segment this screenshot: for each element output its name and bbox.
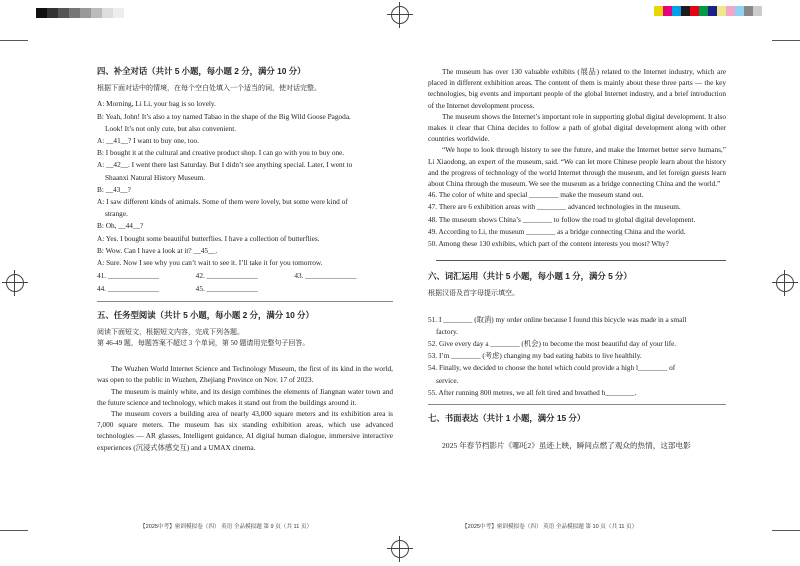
section-4-instructions: 根据下面对话中的情境，在每个空白处填入一个适当的词，使对话完整。 <box>97 84 321 93</box>
answer-blank-44[interactable]: 44. ______________ <box>97 284 160 294</box>
registration-mark-right <box>776 274 794 292</box>
dialogue <box>97 98 393 268</box>
dialogue-line: B: Yeah, John! It’s also a toy named Tabao in the shape of the Big Wild Goose Pagoda. <box>97 111 351 121</box>
right-page <box>428 66 726 451</box>
section-5-instructions: 阅读下面短文，根据短文内容，完成下列各题。 <box>97 327 244 336</box>
page-footer-left: 【2025中考】密训模拟卷（四） 英语 全品模拟题 第 9 页（共 11 页） <box>140 524 313 530</box>
crop-line <box>0 40 28 41</box>
page-footer-right: 【2025中考】密训模拟卷（四） 英语 全品模拟题 第 10 页（共 11 页） <box>462 524 638 530</box>
vocab-item: factory. <box>436 326 459 336</box>
color-bar <box>654 6 762 16</box>
section-6-title: 六、词汇运用（共计 5 小题，每小题 1 分，满分 5 分） <box>428 271 632 282</box>
gray-scale-bar <box>36 8 124 18</box>
question-47: 47. There are 6 exhibition areas with ________ advanced technologies in the museum. <box>428 202 681 212</box>
vocab-list <box>428 314 726 398</box>
section-6-instructions: 根据汉语及首字母提示填空。 <box>428 289 519 298</box>
question-46: 46. The color of white and special ________ make the museum stand out. <box>428 190 644 200</box>
question-49: 49. According to Li, the museum ________ as a bridge connecting China and the world. <box>428 226 686 236</box>
section-5-title: 五、任务型阅读（共计 5 小题，每小题 2 分，满分 10 分） <box>97 309 314 320</box>
divider <box>428 404 726 405</box>
registration-mark-top <box>391 6 409 24</box>
vocab-item: 53. I’m ________ (考虑) changing my bad eating habits to live healthily. <box>428 351 642 361</box>
crop-line <box>772 40 800 41</box>
dialogue-line: B: Oh, __44__? <box>97 221 144 231</box>
crop-line <box>0 530 28 531</box>
vocab-item: 55. After running 800 metres, we all felt tired and breathed h________. <box>428 387 637 397</box>
passage-paragraph: “We hope to look through history to see the future, and make the Internet better serve humans,” Li Xiaodong, an expert of the museum, said. “We can let more Chinese people learn about the history and the progress of technology of the world Internet through the museum, and let foreign guests learn about China through the museum. We see the museum as a bridge connecting China and the world.” <box>428 145 726 189</box>
section-5-instructions-2: 第 46-49 题，每题答案不超过 3 个单词，第 50 题请用完整句子回答。 <box>97 339 310 348</box>
question-48: 48. The museum shows China’s ________ to follow the road to global digital development. <box>428 214 696 224</box>
vocab-item: 54. Finally, we decided to choose the hotel which could provide a high l________ of <box>428 363 676 373</box>
writing-prompt: 2025 年春节档影片《哪吒2》虽迹上映，瞬间点燃了观众的热情，这部电影 <box>442 441 691 451</box>
answer-blank-41[interactable]: 41. ______________ <box>97 271 160 281</box>
passage-paragraph: The Wuzhen World Internet Science and Technology Museum, the first of its kind in the world, was open to the public in Wuzhen, Zhejiang Province on Nov. 17 of 2023. <box>97 364 393 385</box>
vocab-item: 52. Give every day a ________ (机会) to become the most beautiful day of your life. <box>428 339 677 349</box>
answer-blank-43[interactable]: 43. ______________ <box>294 271 357 281</box>
answer-blanks-row <box>97 270 393 281</box>
dialogue-line: A: Sure. Now I see why you can’t wait to see it. I’ll take it for you tomorrow. <box>97 258 323 268</box>
answer-blank-45[interactable]: 45. ______________ <box>195 284 258 294</box>
dialogue-line: B: Wow. Can I have a look at it? __45__. <box>97 245 218 255</box>
passage-paragraph: The museum is mainly white, and its design combines the elements of Jiangnan water town and the future science and technology, which makes it stand out from the buildings around it. <box>97 386 393 407</box>
dialogue-line: A: Yes. I bought some beautiful butterflies. I have a collection of butterflies. <box>97 233 320 243</box>
answer-blank-42[interactable]: 42. ______________ <box>195 271 258 281</box>
crop-line <box>772 530 800 531</box>
question-50: 50. Among these 130 exhibits, which part of the content interests you most? Why? <box>428 239 669 249</box>
vocab-item: service. <box>436 375 459 385</box>
section-7-title: 七、书面表达（共计 1 小题，满分 15 分） <box>428 413 586 424</box>
dialogue-line: A: Morning, Li Li, your bag is so lovely. <box>97 99 216 109</box>
divider <box>97 301 393 302</box>
dialogue-line: A: __42__. I went there last Saturday. But I didn’t see anything special. Later, I went to <box>97 160 353 170</box>
registration-mark-bottom <box>391 540 409 558</box>
passage-paragraph: The museum shows the Internet’s important role in supporting global digital development. It also makes it clear that China decides to follow a path of global digital development along with other countries worldwide. <box>428 111 726 144</box>
dialogue-line: strange. <box>105 209 128 219</box>
answer-blanks-row <box>97 283 393 294</box>
dialogue-line: Look! It’s not only cute, but also convenient. <box>105 123 237 133</box>
dialogue-line: B: __43__? <box>97 184 131 194</box>
left-page <box>97 66 393 453</box>
dialogue-line: B: I bought it at the cultural and creative product shop. I can go with you to buy one. <box>97 148 345 158</box>
dialogue-line: A: __41__? I want to buy one, too. <box>97 136 199 146</box>
question-list <box>428 189 726 249</box>
registration-mark-left <box>6 274 24 292</box>
answer-line-50[interactable] <box>436 250 726 261</box>
vocab-item: 51. I ________ (取消) my order online because I found this bicycle was made in a small <box>428 314 687 324</box>
section-4-title: 四、补全对话（共计 5 小题，每小题 2 分，满分 10 分） <box>97 66 306 76</box>
dialogue-line: Shaanxi Natural History Museum. <box>105 172 206 182</box>
passage-paragraph: The museum has over 130 valuable exhibits (展品) related to the Internet industry, which are placed in different exhibition areas. The content of them is mainly about these three parts — the key technologies, big events and important people of the global Internet industry, and a brief introduction of the Internet development process. <box>428 67 726 110</box>
dialogue-line: A: I saw different kinds of animals. Some of them were lovely, but some were kind of <box>97 197 348 207</box>
passage-paragraph: The museum covers a building area of nearly 43,000 square meters and its exhibition area is 7,000 square meters. The museum has six standing exhibition areas, which use advanced technologies — AR glasses, Intelligent guidance, AI digital human dialogue, immersive interactive experiences (沉浸式体感交互) and a UMAX cinema. <box>97 409 393 452</box>
